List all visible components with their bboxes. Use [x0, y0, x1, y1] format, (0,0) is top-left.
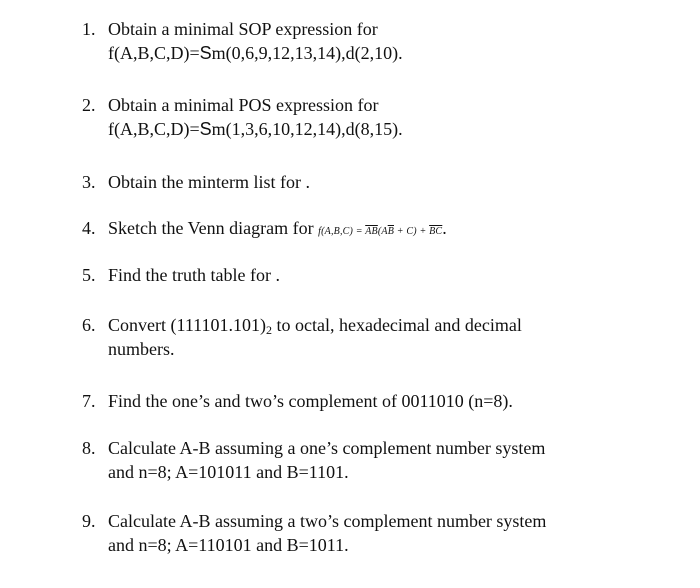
question-text: Sketch the Venn diagram for — [108, 218, 314, 238]
question-number: 8. — [82, 438, 96, 458]
question-text: Obtain the minterm list for . — [108, 172, 310, 192]
expression-body: m(1,3,6,10,12,14),d(8,15). — [211, 119, 403, 139]
question-number: 2. — [82, 95, 96, 115]
base-subscript: 2 — [265, 323, 272, 337]
expression-body: m(0,6,9,12,13,14),d(2,10). — [211, 43, 403, 63]
question-1 — [82, 17, 682, 65]
question-number: 1. — [82, 19, 96, 39]
question-2 — [82, 93, 682, 141]
question-number: 9. — [82, 511, 96, 531]
question-text: Convert (111101.101) — [108, 315, 266, 335]
question-5 — [82, 263, 682, 287]
question-7 — [82, 389, 682, 413]
expression-prefix: f(A,B,C,D)= — [108, 119, 200, 139]
question-text: Calculate A-B assuming a two’s complement number system — [108, 511, 547, 531]
question-text-line2: numbers. — [108, 339, 175, 359]
question-text: Find the one’s and two’s complement of 0011010 (n=8). — [108, 391, 513, 411]
question-number: 6. — [82, 315, 96, 335]
question-number: 3. — [82, 172, 96, 192]
question-8 — [82, 436, 682, 484]
question-6 — [82, 313, 682, 361]
question-text-line2: and n=8; A=101011 and B=1101. — [108, 462, 349, 482]
venn-formula: $f(A,B,C) = \overline{AB}(A\overline{B} + C) + \overline{BC}$ — [318, 226, 443, 237]
expression-prefix: f(A,B,C,D)= — [108, 43, 200, 63]
sum-symbol: S — [199, 119, 212, 139]
question-number: 4. — [82, 218, 96, 238]
sum-symbol: S — [199, 43, 212, 63]
question-text-line2: and n=8; A=110101 and B=1011. — [108, 535, 349, 555]
question-text-cont: to octal, hexadecimal and decimal — [271, 315, 522, 335]
question-4: 4. Sketch the Venn diagram for $f(A,B,C) = \overline{AB}(A\overline{B} + C) + \overline{BC}$. — [82, 218, 447, 238]
question-number: 7. — [82, 391, 96, 411]
question-text: Obtain a minimal POS expression for — [108, 95, 379, 115]
question-text: Calculate A-B assuming a one’s complement number system — [108, 438, 546, 458]
question-3 — [82, 170, 682, 194]
question-9 — [82, 509, 682, 557]
question-number: 5. — [82, 265, 96, 285]
question-text: Obtain a minimal SOP expression for — [108, 19, 378, 39]
question-text: Find the truth table for . — [108, 265, 280, 285]
